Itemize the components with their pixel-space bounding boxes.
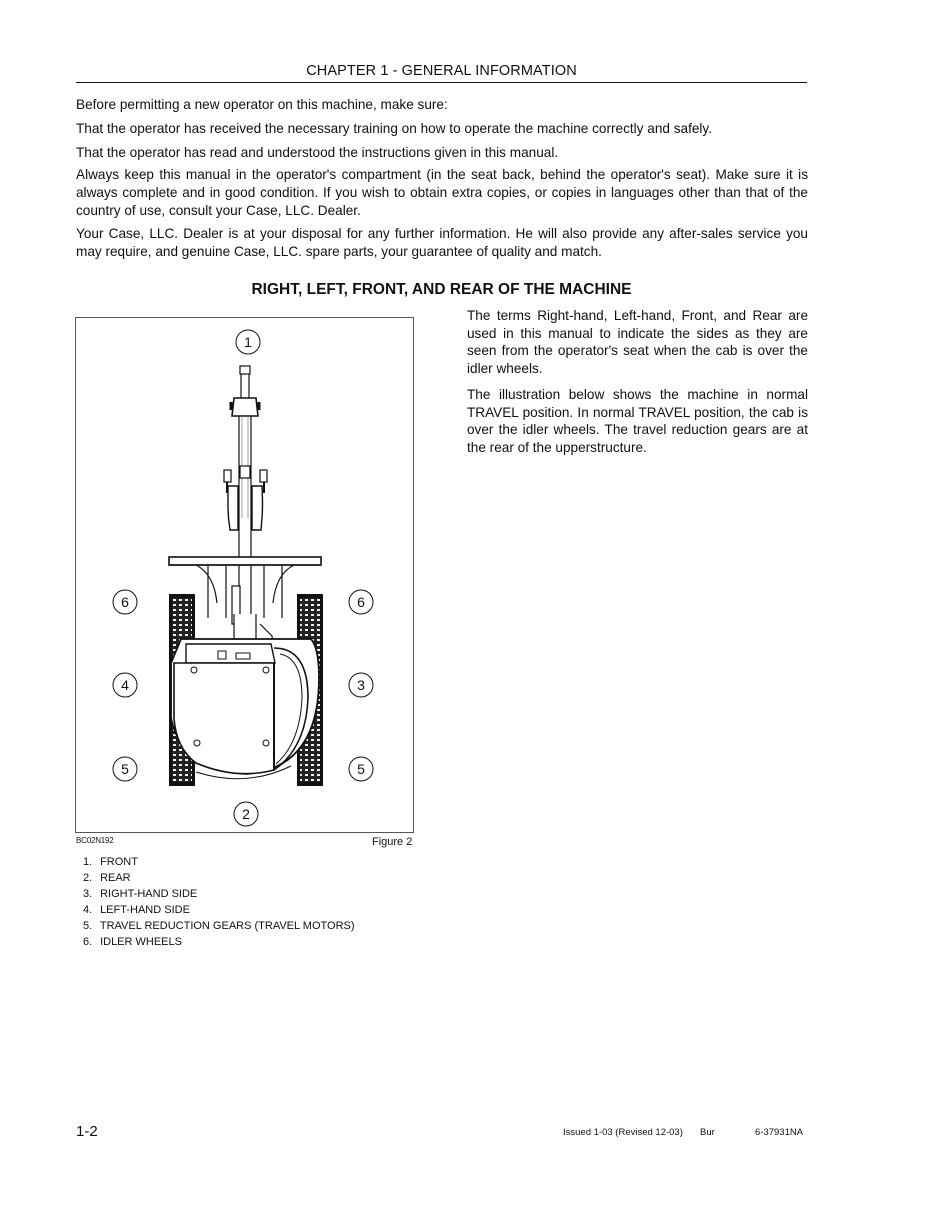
legend-item: 4. LEFT-HAND SIDE xyxy=(83,904,190,916)
orientation-paragraph-2: The illustration below shows the machine in normal TRAVEL position. In normal TRAVEL position, the cab is over the idler wheels. The travel reduction gears are at the rear of the upperstructure. xyxy=(467,387,808,455)
issue-date: Issued 1-03 (Revised 12-03) xyxy=(563,1127,683,1138)
callout-travel-gears-left xyxy=(113,757,137,781)
figure-frame xyxy=(75,317,414,833)
document-number: 6-37931NA xyxy=(755,1127,804,1138)
svg-text:5: 5 xyxy=(121,761,129,777)
intro-paragraph-1: Before permitting a new operator on this machine, make sure: xyxy=(76,97,448,112)
section-title: RIGHT, LEFT, FRONT, AND REAR OF THE MACHINE xyxy=(251,281,632,298)
legend-item: 3. RIGHT-HAND SIDE xyxy=(83,888,198,900)
callout-rear xyxy=(234,802,258,826)
svg-text:2: 2 xyxy=(242,806,250,822)
legend-item: 6. IDLER WHEELS xyxy=(83,936,182,948)
legend-item: 2. REAR xyxy=(83,872,131,884)
svg-text:4: 4 xyxy=(121,677,129,693)
orientation-paragraph-1: The terms Right-hand, Left-hand, Front, and Rear are used in this manual to indicate the sides as they are seen from the operator's seat when the cab is over the idler wheels. xyxy=(467,308,808,376)
header-rule xyxy=(76,82,807,83)
svg-text:5: 5 xyxy=(357,761,365,777)
svg-text:6: 6 xyxy=(121,594,129,610)
chapter-header: CHAPTER 1 - GENERAL INFORMATION xyxy=(306,63,577,79)
svg-text:1: 1 xyxy=(244,334,252,350)
legend-item: 5. TRAVEL REDUCTION GEARS (TRAVEL MOTORS) xyxy=(83,920,355,932)
callout-front xyxy=(236,330,260,354)
svg-text:6: 6 xyxy=(357,594,365,610)
callout-right-hand-side xyxy=(349,673,373,697)
page-number: 1-2 xyxy=(76,1123,98,1140)
figure-id: BC02N192 xyxy=(76,836,114,845)
callout-idler-left xyxy=(113,590,137,614)
figure-caption: Figure 2 xyxy=(372,836,413,848)
intro-paragraph-2: That the operator has received the necessary training on how to operate the machine correctly and safely. xyxy=(76,121,712,136)
intro-paragraph-3: That the operator has read and understood the instructions given in this manual. xyxy=(76,145,559,160)
svg-text:3: 3 xyxy=(357,677,365,693)
region-code: Bur xyxy=(700,1127,715,1138)
excavator-top-view-diagram xyxy=(76,318,413,832)
callout-travel-gears-right xyxy=(349,757,373,781)
callout-left-hand-side xyxy=(113,673,137,697)
intro-paragraph-4: Always keep this manual in the operator's compartment (in the seat back, behind the operator's seat). Make sure it is always complete and in good condition. If you wish to obtain extra copies, or copies in languages other than that of the country of use, consult your Case, LLC. Dealer. xyxy=(76,167,808,218)
figure-legend xyxy=(83,854,355,950)
intro-paragraph-5: Your Case, LLC. Dealer is at your disposal for any further information. He will also provide any after-sales service you may require, and genuine Case, LLC. spare parts, your guarantee of quality and match. xyxy=(76,226,808,259)
legend-item: 1. FRONT xyxy=(83,856,138,868)
callout-idler-right xyxy=(349,590,373,614)
